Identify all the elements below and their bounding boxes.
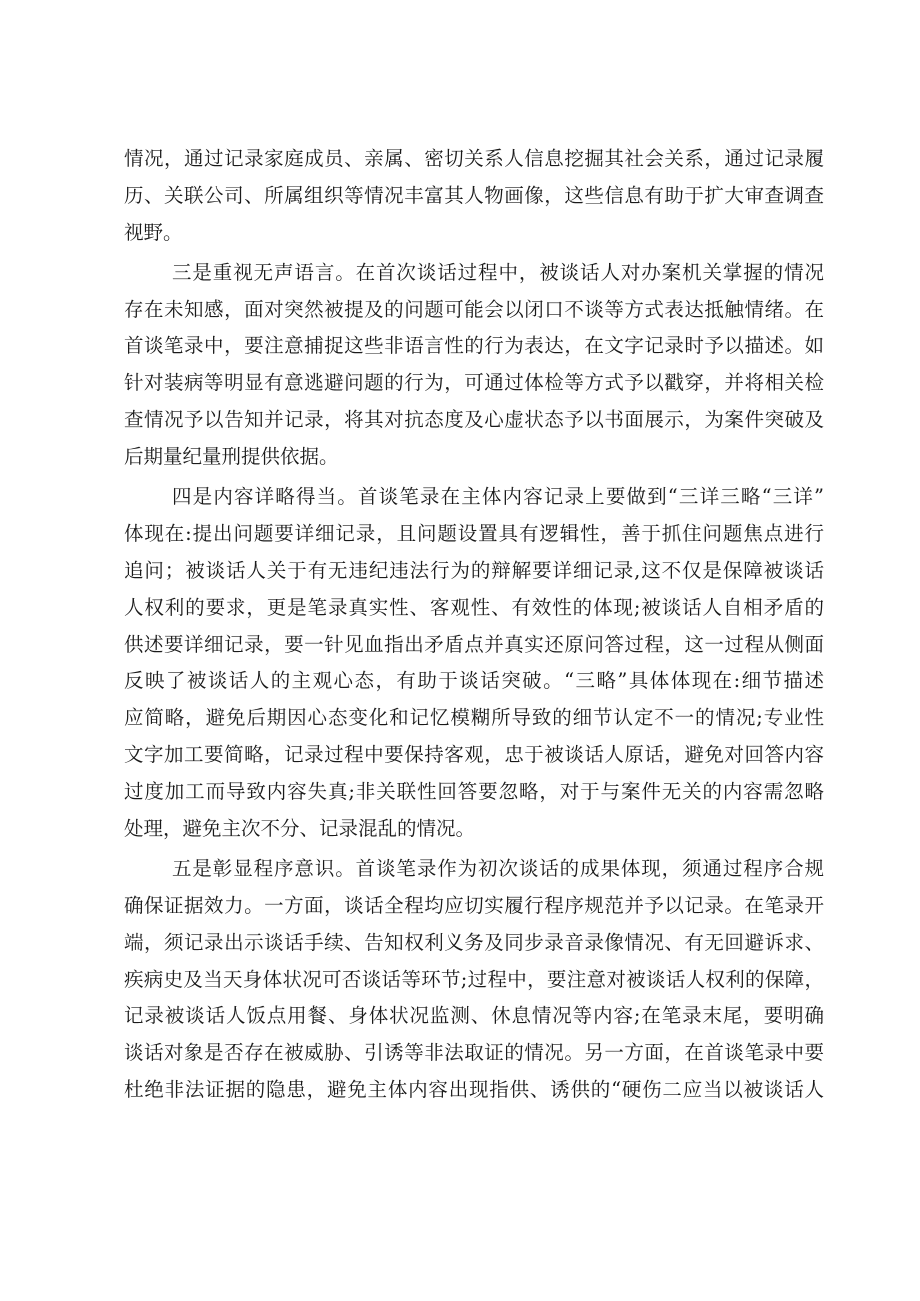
text-line: 查情况予以告知并记录，将其对抗态度及心虚状态予以书面展示，为案件突破及	[124, 408, 824, 432]
text-line: 人权利的要求，更是笔录真实性、客观性、有效性的体现;被谈话人自相矛盾的	[124, 595, 824, 619]
text-line: 端，须记录出示谈话手续、告知权利义务及同步录音录像情况、有无回避诉求、	[124, 930, 824, 954]
text-line: 处理，避免主次不分、记录混乱的情况。	[124, 817, 476, 841]
paragraph	[124, 255, 824, 476]
text-line: 首谈笔录中，要注意捕捉这些非语言性的行为表达，在文字记录时予以描述。如	[124, 334, 824, 358]
text-line: 体现在:提出问题要详细记录，且问题设置具有逻辑性，善于抓住问题焦点进行	[124, 521, 824, 545]
text-line: 记录被谈话人饭点用餐、身体状况监测、休息情况等内容;在笔录末尾，要明确	[124, 1004, 824, 1028]
text-line: 存在未知感，面对突然被提及的问题可能会以闭口不谈等方式表达抵触情绪。在	[124, 297, 824, 321]
text-line: 过度加工而导致内容失真;非关联性回答要忽略，对于与案件无关的内容需忽略	[124, 780, 824, 804]
text-line: 反映了被谈话人的主观心态，有助于谈话突破。“三略”具体体现在:细节描述	[124, 669, 824, 693]
text-line: 后期量纪量刑提供依据。	[124, 445, 339, 469]
text-line: 情况，通过记录家庭成员、亲属、密切关系人信息挖掘其社会关系，通过记录履	[124, 147, 824, 170]
text-line: 追问；被谈话人关于有无违纪违法行为的辩解要详细记录,这不仅是保障被谈话	[124, 558, 824, 582]
text-line: 确保证据效力。一方面，谈话全程均应切实履行程序规范并予以记录。在笔录开	[124, 893, 824, 917]
text-line: 谈话对象是否存在被威胁、引诱等非法取证的情况。另一方面，在首谈笔录中要	[124, 1041, 824, 1065]
text-line: 历、关联公司、所属组织等情况丰富其人物画像，这些信息有助于扩大审查调查	[124, 183, 824, 207]
text-line: 五是彰显程序意识。首谈笔录作为初次谈话的成果体现，须通过程序合规	[172, 856, 824, 880]
text-line: 三是重视无声语言。在首次谈话过程中，被谈话人对办案机关掌握的情况	[172, 260, 824, 284]
text-line: 文字加工要简略，记录过程中要保持客观，忠于被谈话人原话，避免对回答内容	[124, 743, 824, 767]
text-line: 疾病史及当天身体状况可否谈话等环节;过程中，要注意对被谈话人权利的保障，	[124, 967, 824, 991]
paragraph	[124, 479, 824, 848]
document-body	[124, 141, 824, 1109]
paragraph	[124, 851, 824, 1109]
paragraph	[124, 141, 824, 252]
text-line: 杜绝非法证据的隐患，避免主体内容出现指供、诱供的“硬伤二应当以被谈话人	[124, 1078, 824, 1102]
text-line: 供述要详细记录，要一针见血指出矛盾点并真实还原问答过程，这一过程从侧面	[124, 632, 824, 656]
text-line: 四是内容详略得当。首谈笔录在主体内容记录上要做到“三详三略“三详”	[172, 485, 824, 509]
text-line: 应简略，避免后期因心态变化和记忆模糊所导致的细节认定不一的情况;专业性	[124, 706, 824, 730]
text-line: 视野。	[124, 220, 183, 244]
text-line: 针对装病等明显有意逃避问题的行为，可通过体检等方式予以戳穿，并将相关检	[124, 371, 824, 395]
